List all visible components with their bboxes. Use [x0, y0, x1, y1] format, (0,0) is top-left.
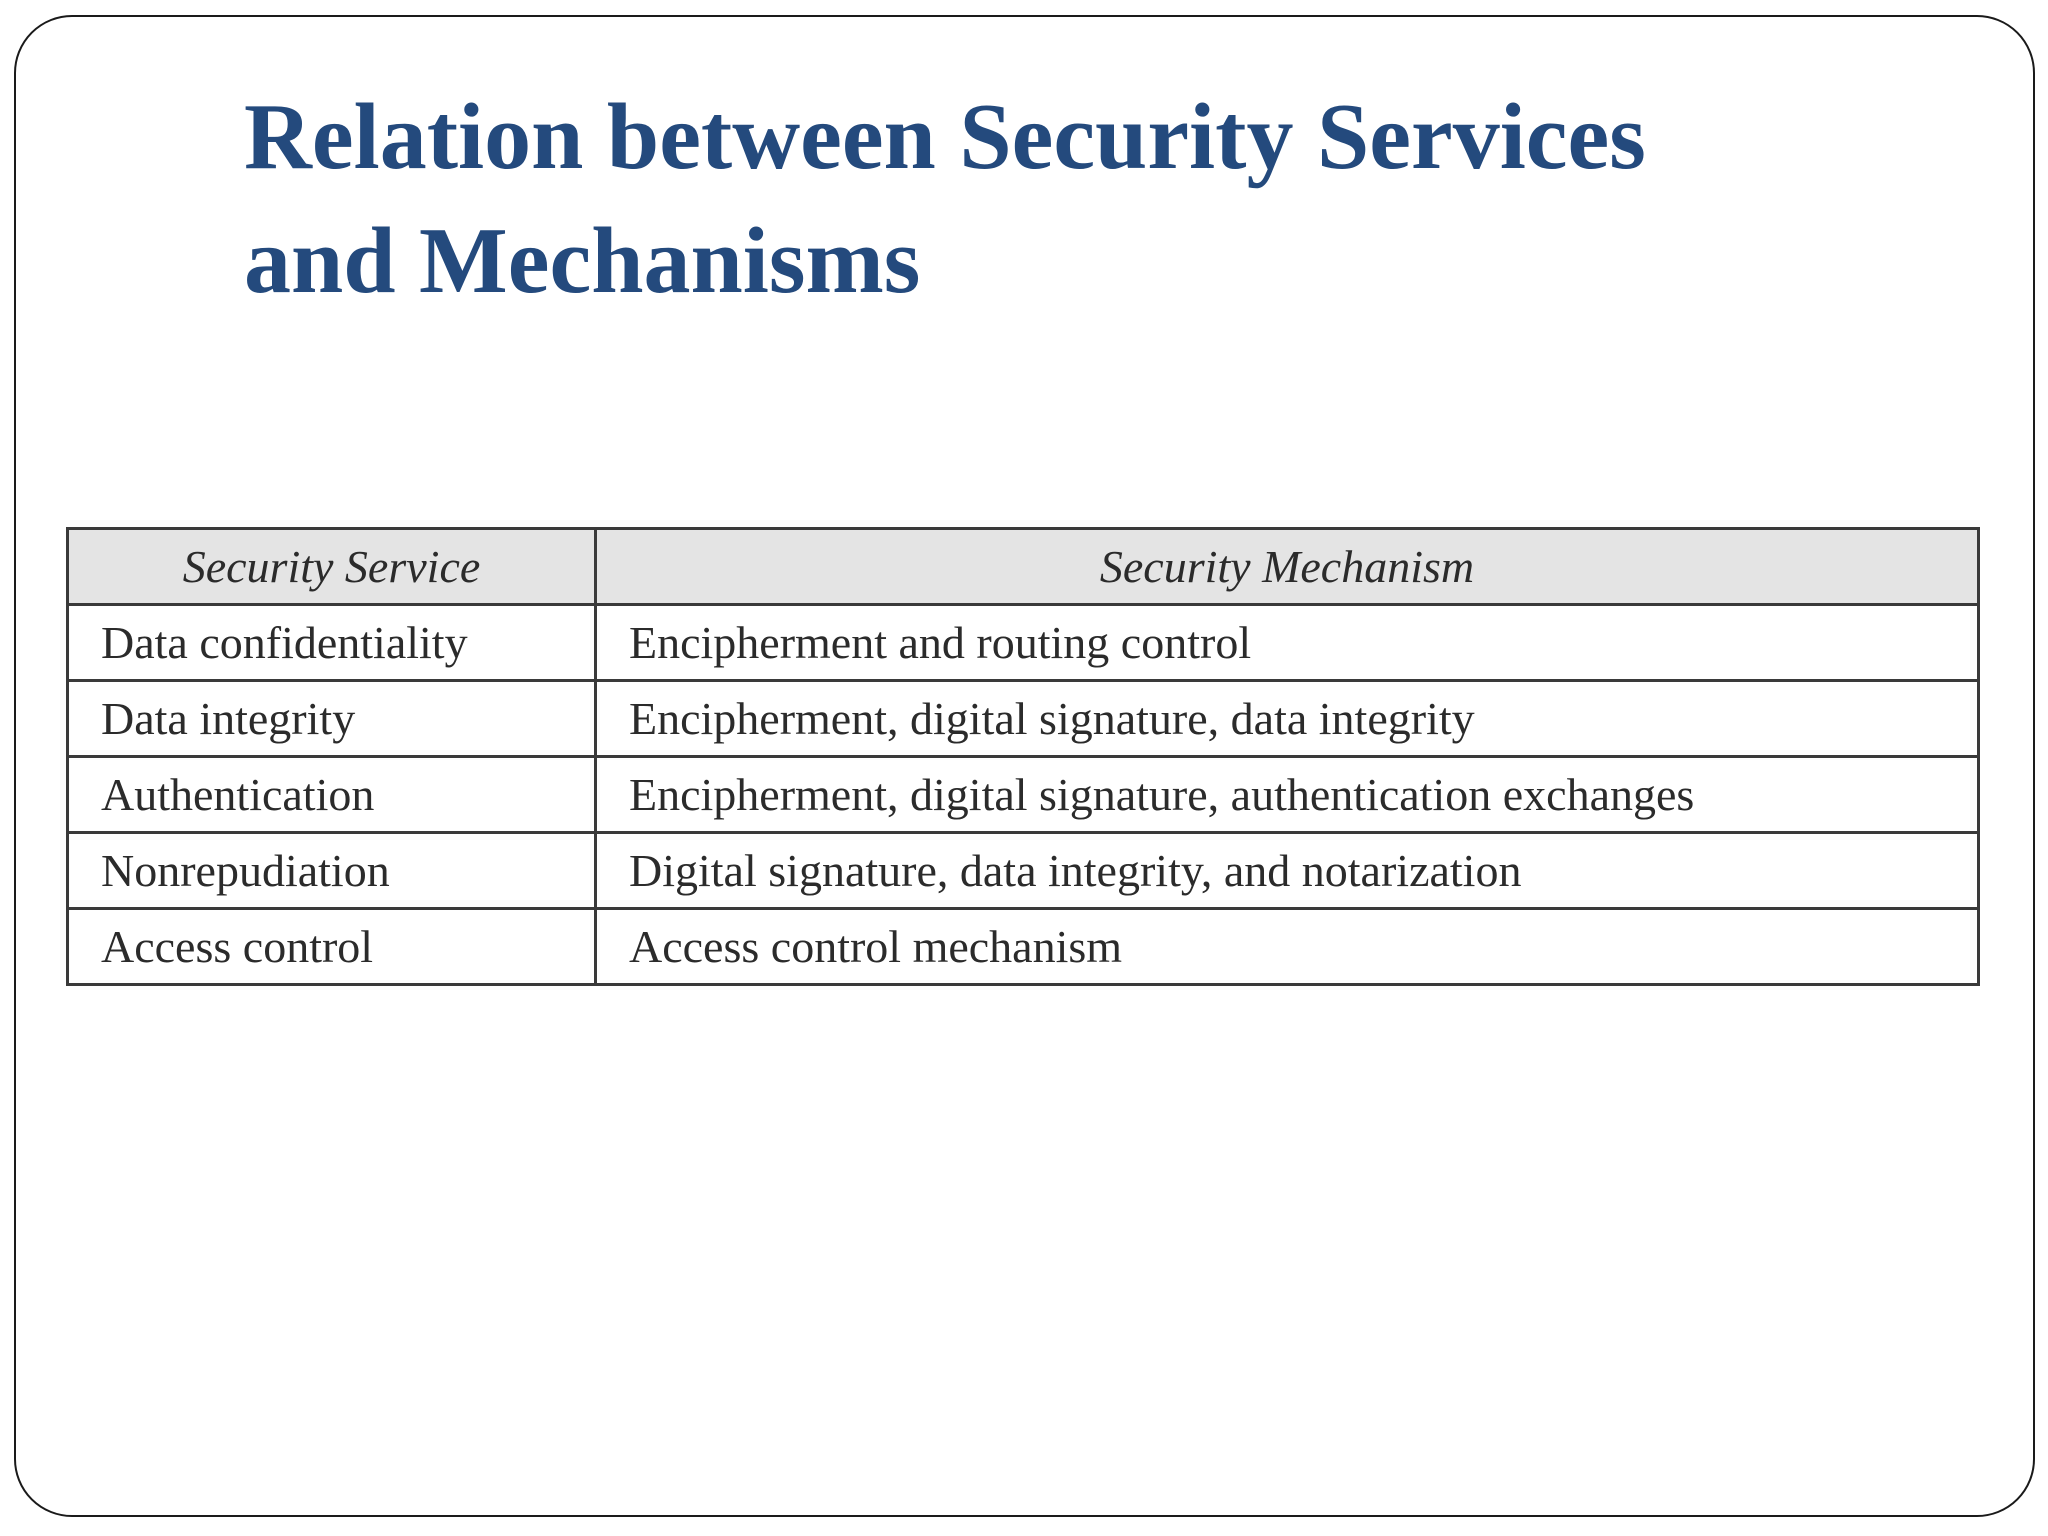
mechanism-cell: Encipherment, digital signature, authentication exchanges [596, 757, 1979, 833]
service-cell: Nonrepudiation [68, 833, 596, 909]
slide-title-line-1: Relation between Security Services [244, 85, 1646, 189]
mechanism-cell: Encipherment, digital signature, data integrity [596, 681, 1979, 757]
slide-title-line-2: and Mechanisms [244, 209, 921, 313]
slide-title [244, 75, 1944, 323]
service-cell: Data integrity [68, 681, 596, 757]
mechanism-cell: Access control mechanism [596, 909, 1979, 985]
table-row [68, 605, 1979, 681]
mechanism-cell: Digital signature, data integrity, and notarization [596, 833, 1979, 909]
table-header-row [68, 529, 1979, 605]
service-cell: Data confidentiality [68, 605, 596, 681]
header-security-service: Security Service [68, 529, 596, 605]
mechanism-cell: Encipherment and routing control [596, 605, 1979, 681]
services-mechanisms-table [66, 527, 1980, 986]
table-row [68, 757, 1979, 833]
header-security-mechanism: Security Mechanism [596, 529, 1979, 605]
service-cell: Access control [68, 909, 596, 985]
table-row [68, 909, 1979, 985]
service-cell: Authentication [68, 757, 596, 833]
table-row [68, 681, 1979, 757]
table-row [68, 833, 1979, 909]
